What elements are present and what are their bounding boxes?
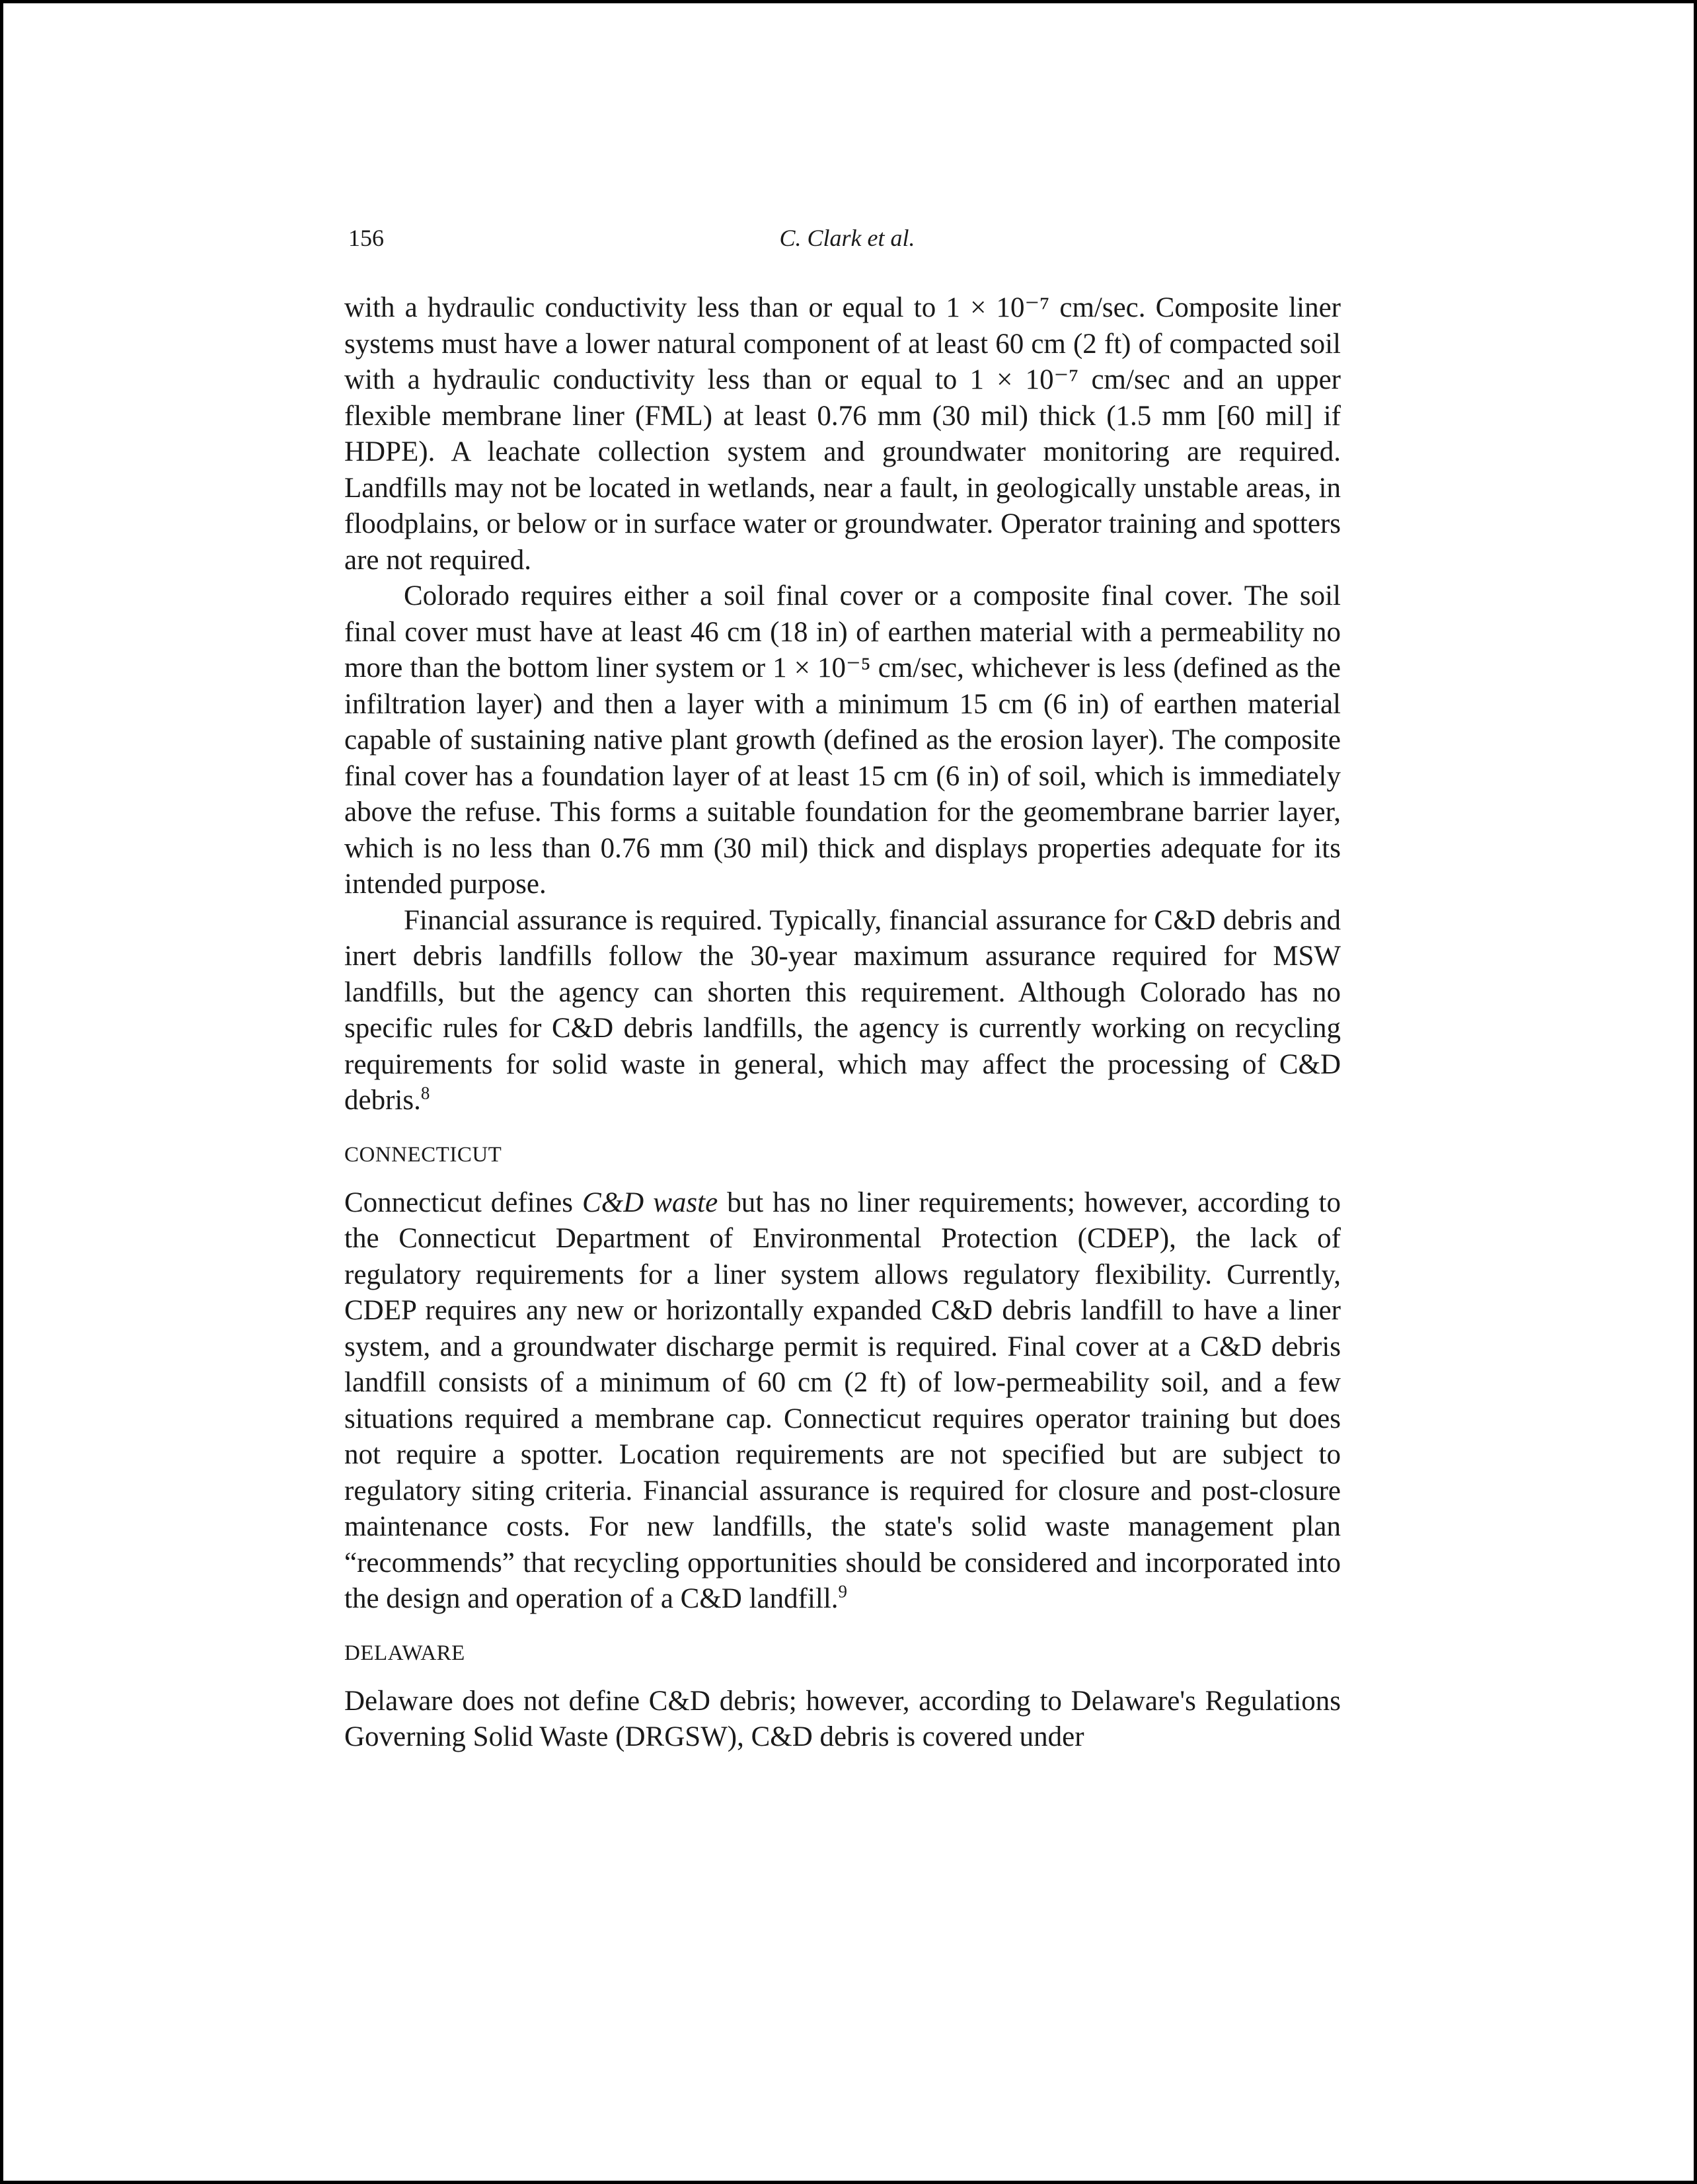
paragraph-text: Connecticut defines: [344, 1187, 583, 1218]
section-heading-connecticut: CONNECTICUT: [344, 1142, 502, 1167]
footnote-reference: 9: [838, 1581, 848, 1602]
paragraph-connecticut: [344, 1185, 1341, 1618]
page-number: 156: [348, 225, 384, 251]
footnote-reference: 8: [420, 1083, 430, 1103]
paragraph-text: but has no liner requirements; however, according to the Connecticut Department of Environmental Protection (CDEP), the lack of regulatory requirements for a liner system allows regulatory flexibility. Currently, CDEP requires any new or horizontally expanded C&D debris landfill to have a liner system, and a groundwater discharge permit is required. Final cover at a C&D debris landfill consists of a minimum of 60 cm (2 ft) of low-permeability soil, and a few situations required a membrane cap. Connecticut requires operator training but does not require a spotter. Location requirements are not specified but are subject to regulatory siting criteria. Financial assurance is required for closure and post-closure maintenance costs. For new landfills, the state's solid waste management plan “recommends” that recycling opportunities should be considered and incorporated into the design and operation of a C&D landfill.: [344, 1187, 1341, 1614]
paragraph-delaware: Delaware does not define C&D debris; however, according to Delaware's Regulations Governing Solid Waste (DRGSW), C&D debris is covered under: [344, 1685, 1341, 1752]
body-text: [344, 290, 1341, 1756]
paragraph-final-cover: Colorado requires either a soil final cover or a composite final cover. The soil final cover must have at least 46 cm (18 in) of earthen material with a permeability no more than the bottom liner system or 1 × 10⁻⁵ cm/sec, whichever is less (defined as the infiltration layer) and then a layer with a minimum 15 cm (6 in) of earthen material capable of sustaining native plant growth (defined as the erosion layer). The composite final cover has a foundation layer of at least 15 cm (6 in) of soil, which is immediately above the refuse. This forms a suitable foundation for the geomembrane barrier layer, which is no less than 0.76 mm (30 mil) thick and displays properties adequate for its intended purpose.: [344, 580, 1341, 900]
section-heading-delaware: DELAWARE: [344, 1641, 465, 1665]
paragraph-text: Financial assurance is required. Typically, financial assurance for C&D debris and inert debris landfills follow the 30-year maximum assurance required for MSW landfills, but the agency can shorten this requirement. Although Colorado has no specific rules for C&D debris landfills, the agency is currently working on recycling requirements for solid waste in general, which may affect the processing of C&D debris.: [344, 904, 1341, 1116]
paragraph-financial-assurance: [344, 903, 1341, 1119]
running-head: C. Clark et al.: [779, 225, 915, 251]
paragraph-liner-requirements: with a hydraulic conductivity less than or equal to 1 × 10⁻⁷ cm/sec. Composite liner systems must have a lower natural component of at least 60 cm (2 ft) of compacted soil with a hydraulic conductivity less than or equal to 1 × 10⁻⁷ cm/sec and an upper flexible membrane liner (FML) at least 0.76 mm (30 mil) thick (1.5 mm [60 mil] if HDPE). A leachate collection system and groundwater monitoring are required. Landfills may not be located in wetlands, near a fault, in geologically unstable areas, in floodplains, or below or in surface water or groundwater. Operator training and spotters are not required.: [344, 292, 1341, 576]
defined-term: C&D waste: [582, 1187, 718, 1218]
page-header: [348, 224, 1346, 257]
